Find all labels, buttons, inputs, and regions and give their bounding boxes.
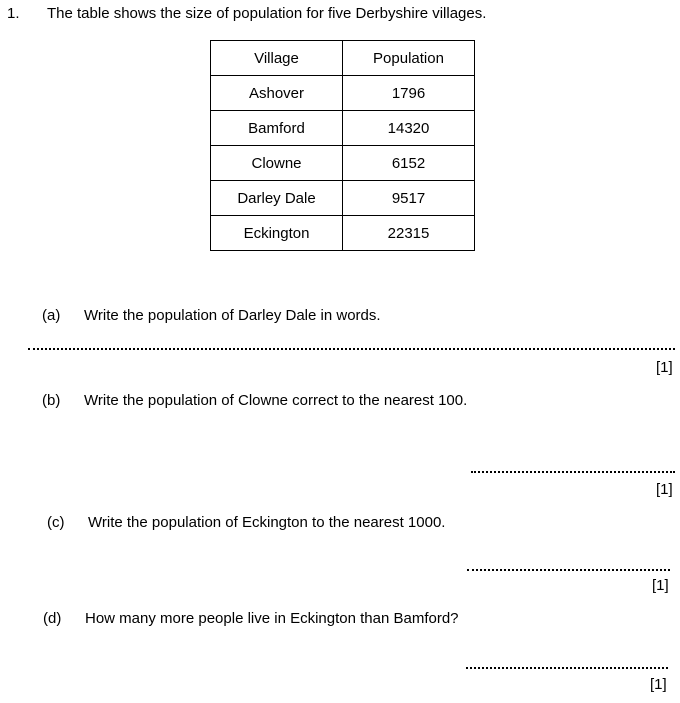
village-cell: Eckington	[211, 216, 343, 251]
part-c-marks: [1]	[652, 577, 669, 594]
village-cell: Ashover	[211, 76, 343, 111]
part-d-text: How many more people live in Eckington than Bamford?	[85, 610, 459, 627]
village-cell: Clowne	[211, 146, 343, 181]
population-cell: 22315	[343, 216, 475, 251]
population-cell: 1796	[343, 76, 475, 111]
table-header-row	[211, 41, 475, 76]
table-row	[211, 76, 475, 111]
part-b-marks: [1]	[656, 481, 673, 498]
table-row	[211, 181, 475, 216]
table-row	[211, 216, 475, 251]
question-number: 1.	[7, 5, 20, 22]
table-row	[211, 146, 475, 181]
part-c-answer-line[interactable]	[467, 569, 670, 571]
part-a-answer-line[interactable]	[28, 348, 675, 350]
population-cell: 9517	[343, 181, 475, 216]
part-a-marks: [1]	[656, 359, 673, 376]
population-table	[210, 40, 475, 251]
table-row	[211, 111, 475, 146]
part-c-label: (c)	[47, 514, 65, 531]
population-cell: 6152	[343, 146, 475, 181]
part-d-answer-line[interactable]	[466, 667, 668, 669]
part-d-label: (d)	[43, 610, 62, 627]
part-c-text: Write the population of Eckington to the nearest 1000.	[88, 514, 446, 531]
part-b-answer-line[interactable]	[471, 471, 675, 473]
question-stem: The table shows the size of population for five Derbyshire villages.	[47, 5, 487, 22]
population-cell: 14320	[343, 111, 475, 146]
part-a-label: (a)	[42, 307, 61, 324]
part-b-label: (b)	[42, 392, 61, 409]
village-cell: Darley Dale	[211, 181, 343, 216]
column-header-village: Village	[211, 41, 343, 76]
part-b-text: Write the population of Clowne correct to the nearest 100.	[84, 392, 468, 409]
part-d-marks: [1]	[650, 676, 667, 693]
part-a-text: Write the population of Darley Dale in words.	[84, 307, 381, 324]
column-header-population: Population	[343, 41, 475, 76]
village-cell: Bamford	[211, 111, 343, 146]
